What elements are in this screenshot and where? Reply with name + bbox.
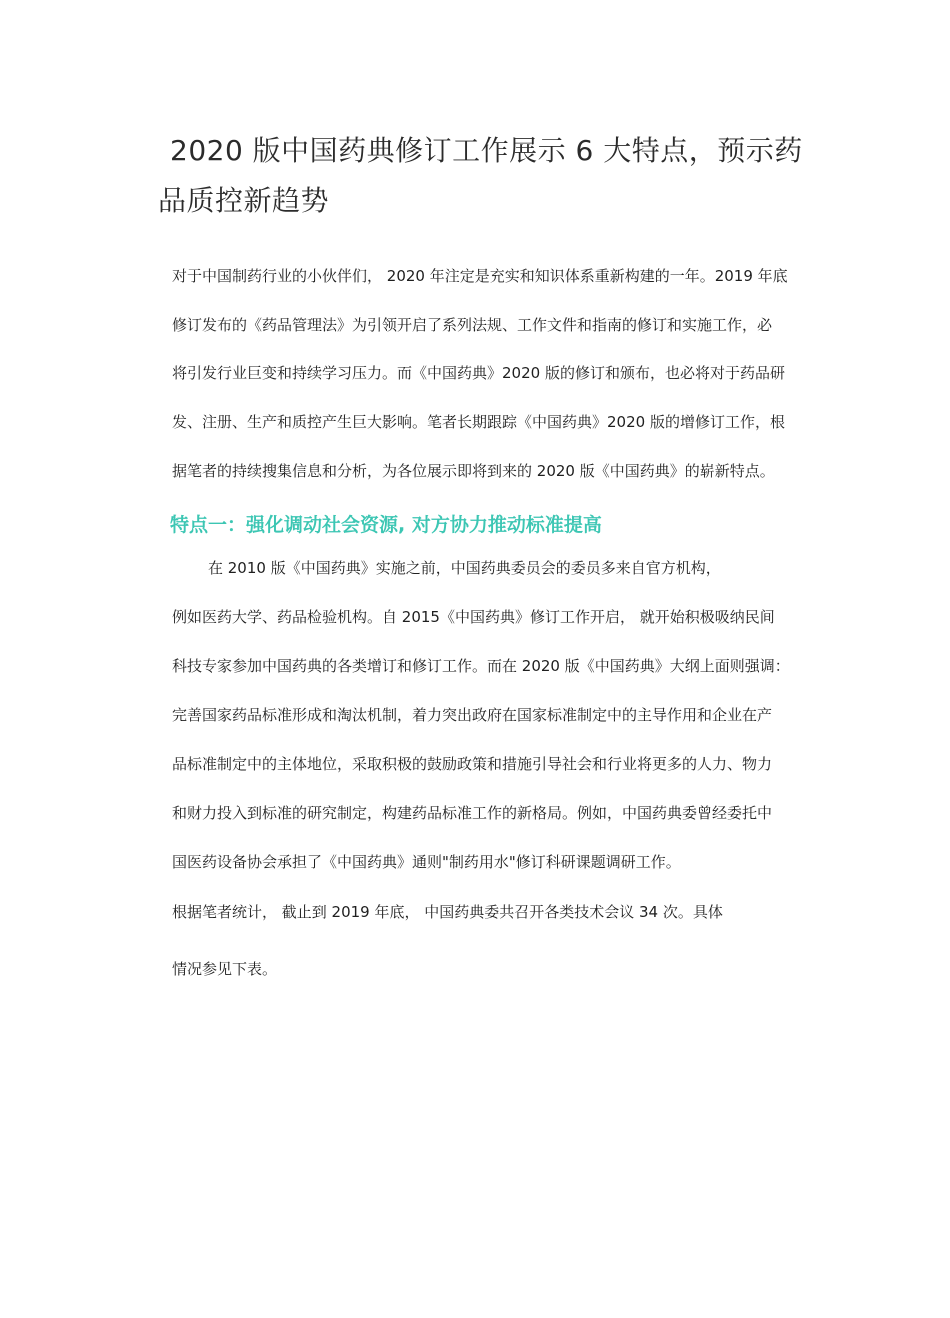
intro-line: 对于中国制药行业的小伙伴们， 2020 年注定是充实和知识体系重新构建的一年。2019 年底 <box>172 267 788 285</box>
document-title: 2020 版中国药典修订工作展示 6 大特点，预示药品质控新趋势 <box>158 134 803 217</box>
paragraph-line: 品标准制定中的主体地位，采取积极的鼓励政策和措施引导社会和行业将更多的人力、物力 <box>172 755 773 773</box>
paragraph-line: 国医药设备协会承担了《中国药典》通则"制药用水"修订科研课题调研工作。 <box>172 853 681 871</box>
section-heading: 特点一：强化调动社会资源, 对方协力推动标准提高 <box>170 514 602 536</box>
intro-line: 据笔者的持续搜集信息和分析，为各位展示即将到来的 2020 版《中国药典》的崭新特点。 <box>172 462 775 480</box>
paragraph-line: 和财力投入到标准的研究制定，构建药品标准工作的新格局。例如，中国药典委曾经委托中 <box>172 804 773 822</box>
paragraph-line: 根据笔者统计， 截止到 2019 年底， 中国药典委共召开各类技术会议 34 次。具体 <box>172 903 723 921</box>
paragraph-line: 完善国家药品标准形成和淘汰机制，着力突出政府在国家标准制定中的主导作用和企业在产 <box>172 706 773 724</box>
paragraph-line: 情况参见下表。 <box>172 960 278 978</box>
intro-line: 将引发行业巨变和持续学习压力。而《中国药典》2020 版的修订和颁布，也必将对于药品研 <box>172 364 785 382</box>
paragraph-line: 例如医药大学、药品检验机构。自 2015《中国药典》修订工作开启， 就开始积极吸纳民间 <box>172 608 775 626</box>
paragraph-line: 在 2010 版《中国药典》实施之前，中国药典委员会的委员多来自官方机构， <box>208 559 721 577</box>
intro-line: 修订发布的《药品管理法》为引领开启了系列法规、工作文件和指南的修订和实施工作，必 <box>172 316 773 334</box>
paragraph-line: 科技专家参加中国药典的各类增订和修订工作。而在 2020 版《中国药典》大纲上面则强调： <box>172 657 790 675</box>
intro-line: 发、注册、生产和质控产生巨大影响。笔者长期跟踪《中国药典》2020 版的增修订工作，根 <box>172 413 785 431</box>
